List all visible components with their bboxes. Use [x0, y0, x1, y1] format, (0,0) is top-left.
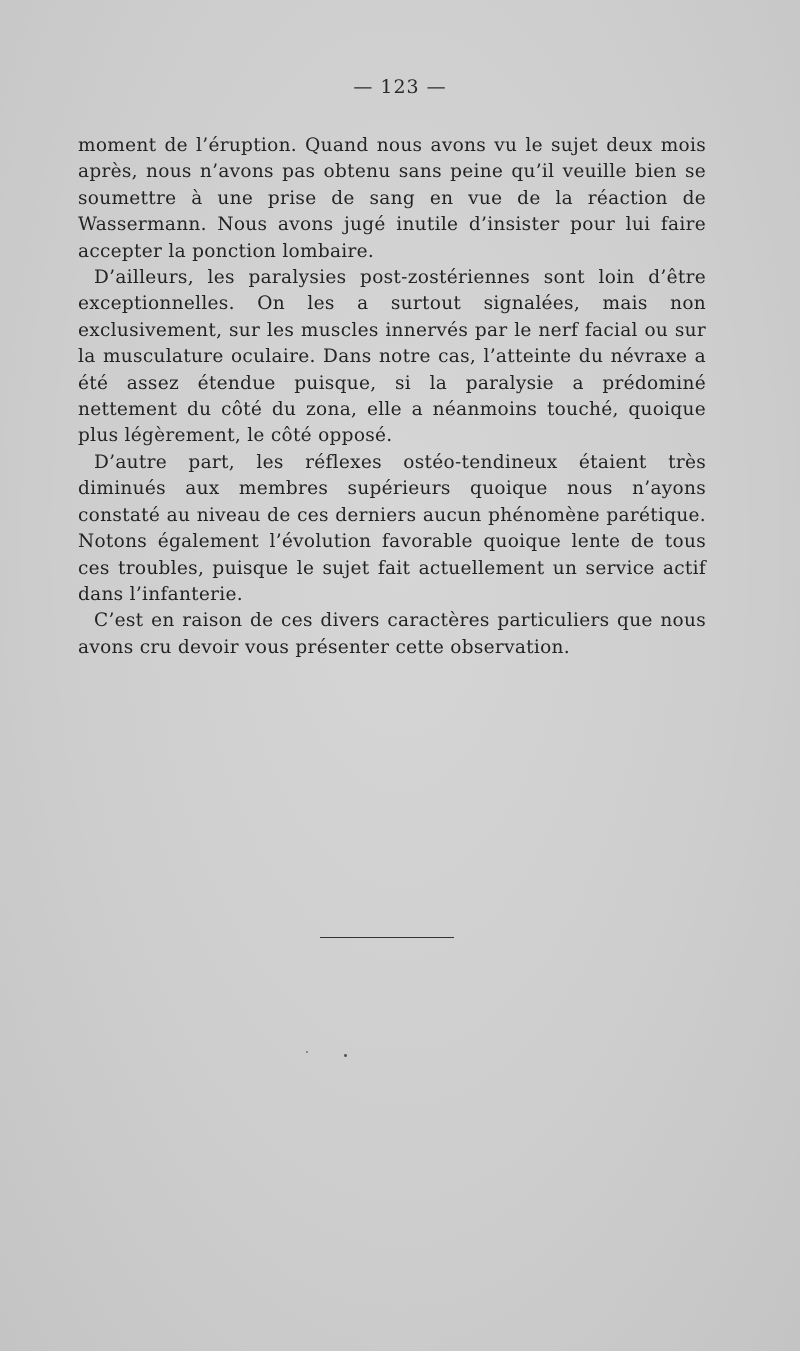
paragraph-2: D’ailleurs, les paralysies post-zostériennes sont loin d’être exceptionnelles. On les a surtout signalées, mais non exclusivement, sur les muscles innervés par le nerf facial ou sur la musculature oculaire. Dans notre cas, l’atteinte du névraxe a été assez étendue puisque, si la paralysie a prédominé nettement du côté du zona, elle a néanmoins touché, quoique plus légèrement, le côté opposé.: [78, 267, 706, 447]
paragraph-3: D’autre part, les réflexes ostéo-tendineux étaient très diminués aux membres supérieurs quoique nous n’ayons constaté au niveau de ces derniers aucun phénomène parétique. Notons également l’évolution favorable quoique lente de tous ces troubles, puisque le sujet fait actuellement un service actif dans l’infanterie.: [78, 451, 706, 605]
paper-speck: [344, 1054, 347, 1057]
paragraph-4: C’est en raison de ces divers caractères particuliers que nous avons cru devoir vous présenter cette observation.: [78, 610, 706, 658]
section-end-rule: [320, 937, 454, 938]
paper-speck: [306, 1051, 308, 1053]
body-text: [78, 133, 706, 661]
paragraph-1: moment de l’éruption. Quand nous avons vu le sujet deux mois après, nous n’avons pas obtenu sans peine qu’il veuille bien se soumettre à une prise de sang en vue de la réaction de Wassermann. Nous avons jugé inutile d’insister pour lui faire accepter la ponction lombaire.: [78, 135, 706, 262]
page-number: — 123 —: [353, 76, 447, 98]
